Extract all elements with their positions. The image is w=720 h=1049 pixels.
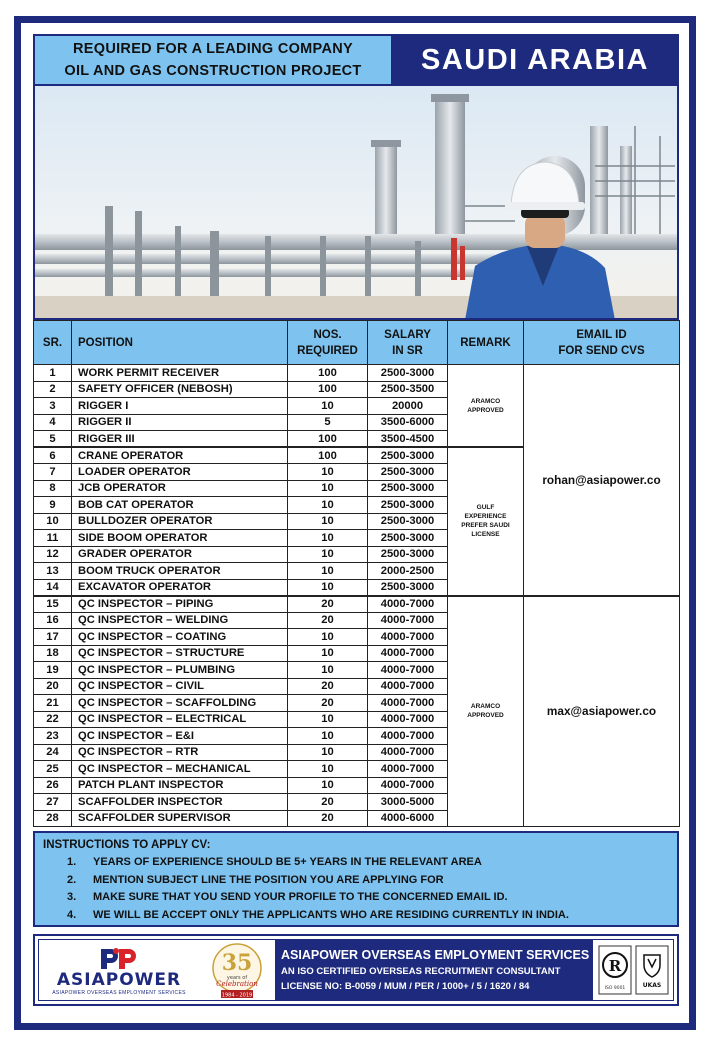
row-position: QC INSPECTOR – RTR [72, 744, 288, 761]
row-position: QC INSPECTOR – PIPING [72, 596, 288, 613]
col-email-line1: EMAIL ID [576, 328, 627, 341]
logo-wordmark: ASIAPOWER [56, 969, 182, 990]
row-salary: 2500-3000 [368, 464, 448, 481]
row-salary: 2000-2500 [368, 563, 448, 580]
instruction-text: YEARS OF EXPERIENCE SHOULD BE 5+ YEARS IN THE RELEVANT AREA [93, 856, 482, 868]
row-nos: 20 [288, 695, 368, 712]
row-sr: 22 [34, 711, 72, 728]
row-salary: 4000-7000 [368, 629, 448, 646]
row-nos: 10 [288, 464, 368, 481]
row-nos: 10 [288, 480, 368, 497]
row-salary: 2500-3000 [368, 579, 448, 596]
row-nos: 10 [288, 497, 368, 514]
row-salary: 3000-5000 [368, 794, 448, 811]
remark-line: LICENSE [471, 531, 500, 539]
row-nos: 100 [288, 431, 368, 448]
row-nos: 10 [288, 563, 368, 580]
row-sr: 5 [34, 431, 72, 448]
row-salary: 2500-3000 [368, 480, 448, 497]
anniversary-seal [199, 940, 275, 1000]
row-nos: 10 [288, 398, 368, 415]
refinery-photo [33, 86, 679, 320]
instruction-number: 3. [67, 891, 77, 903]
row-position: BOOM TRUCK OPERATOR [72, 563, 288, 580]
row-nos: 20 [288, 794, 368, 811]
company-tagline: AN ISO CERTIFIED OVERSEAS RECRUITMENT CONSULTANT [281, 965, 561, 977]
row-sr: 16 [34, 612, 72, 629]
row-position: QC INSPECTOR – CIVIL [72, 678, 288, 695]
row-sr: 26 [34, 777, 72, 794]
instruction-item [67, 872, 669, 890]
refinery-illustration [35, 86, 679, 320]
row-sr: 25 [34, 761, 72, 778]
row-email[interactable]: rohan@asiapower.co [524, 365, 680, 596]
row-nos: 100 [288, 447, 368, 464]
row-sr: 14 [34, 579, 72, 596]
row-position: LOADER OPERATOR [72, 464, 288, 481]
table-row [34, 365, 680, 382]
row-sr: 21 [34, 695, 72, 712]
instruction-item [67, 889, 669, 907]
col-nos-line2: REQUIRED [297, 344, 358, 357]
row-nos: 10 [288, 744, 368, 761]
row-salary: 4000-7000 [368, 728, 448, 745]
row-sr: 4 [34, 414, 72, 431]
ukas-cert-icon [635, 945, 669, 995]
row-nos: 100 [288, 365, 368, 382]
row-salary: 4000-6000 [368, 810, 448, 827]
col-salary [368, 321, 448, 365]
row-remark [448, 447, 524, 596]
row-sr: 24 [34, 744, 72, 761]
row-nos: 10 [288, 711, 368, 728]
row-sr: 7 [34, 464, 72, 481]
row-position: QC INSPECTOR – E&I [72, 728, 288, 745]
row-position: GRADER OPERATOR [72, 546, 288, 563]
vacancy-table [33, 320, 680, 827]
row-remark [448, 596, 524, 827]
row-position: JCB OPERATOR [72, 480, 288, 497]
iso-cert-label: ISO 9001 [604, 986, 625, 991]
instruction-item [67, 907, 669, 925]
row-salary: 4000-7000 [368, 777, 448, 794]
row-sr: 15 [34, 596, 72, 613]
col-nos-line1: NOS. [313, 328, 342, 341]
instruction-text: WE WILL BE ACCEPT ONLY THE APPLICANTS WHO ARE RESIDING CURRENTLY IN INDIA. [93, 908, 569, 921]
row-sr: 2 [34, 381, 72, 398]
row-nos: 10 [288, 530, 368, 547]
header-line-1: REQUIRED FOR A LEADING COMPANY [73, 41, 353, 57]
row-salary: 4000-7000 [368, 662, 448, 679]
header-banner [33, 34, 679, 86]
row-nos: 20 [288, 596, 368, 613]
col-sr: SR. [34, 321, 72, 365]
row-salary: 2500-3000 [368, 546, 448, 563]
row-position: RIGGER II [72, 414, 288, 431]
instructions-list [43, 854, 669, 924]
instructions-title: INSTRUCTIONS TO APPLY CV: [43, 839, 211, 851]
row-position: BULLDOZER OPERATOR [72, 513, 288, 530]
instruction-number: 4. [67, 908, 77, 921]
row-salary: 2500-3000 [368, 530, 448, 547]
row-sr: 11 [34, 530, 72, 547]
row-salary: 20000 [368, 398, 448, 415]
remark-line: ARAMCO [470, 703, 501, 711]
poster-content [33, 34, 679, 1030]
instructions-box [33, 831, 679, 927]
row-salary: 4000-7000 [368, 761, 448, 778]
row-sr: 23 [34, 728, 72, 745]
row-sr: 20 [34, 678, 72, 695]
row-position: SCAFFOLDER INSPECTOR [72, 794, 288, 811]
row-nos: 10 [288, 579, 368, 596]
asiapower-logo-icon [97, 945, 141, 971]
certification-marks [593, 940, 673, 1000]
row-position: CRANE OPERATOR [72, 447, 288, 464]
row-sr: 12 [34, 546, 72, 563]
row-position: SCAFFOLDER SUPERVISOR [72, 810, 288, 827]
row-nos: 20 [288, 810, 368, 827]
row-sr: 1 [34, 365, 72, 382]
col-salary-line2: IN SR [392, 344, 423, 357]
row-salary: 4000-7000 [368, 695, 448, 712]
instruction-text: MAKE SURE THAT YOU SEND YOUR PROFILE TO THE CONCERNED EMAIL ID. [93, 891, 508, 903]
row-nos: 10 [288, 645, 368, 662]
anniversary-number: 35 [221, 950, 253, 976]
row-remark [448, 365, 524, 448]
anniversary-years: years of [226, 975, 248, 981]
row-salary: 4000-7000 [368, 678, 448, 695]
logo-subtitle: ASIAPOWER OVERSEAS EMPLOYMENT SERVICES [52, 989, 186, 996]
row-nos: 10 [288, 629, 368, 646]
row-nos: 10 [288, 728, 368, 745]
row-position: QC INSPECTOR – MECHANICAL [72, 761, 288, 778]
iso-cert-icon [598, 945, 632, 995]
company-info [275, 940, 593, 1000]
row-salary: 2500-3000 [368, 513, 448, 530]
remark-line: PREFER SAUDI [461, 522, 510, 530]
row-salary: 2500-3500 [368, 381, 448, 398]
row-position: QC INSPECTOR – PLUMBING [72, 662, 288, 679]
header-country [393, 36, 677, 84]
country-title: SAUDI ARABIA [421, 43, 649, 76]
vacancy-rows [34, 365, 680, 827]
footer-banner [33, 934, 679, 1006]
company-name: ASIAPOWER OVERSEAS EMPLOYMENT SERVICES [281, 947, 590, 962]
col-email [524, 321, 680, 365]
col-email-line2: FOR SEND CVS [558, 344, 645, 357]
instruction-number: 2. [67, 873, 77, 886]
anniversary-badge [205, 940, 269, 1000]
row-nos: 100 [288, 381, 368, 398]
ukas-cert-label: UKAS [642, 982, 661, 989]
row-position: RIGGER III [72, 431, 288, 448]
row-sr: 18 [34, 645, 72, 662]
header-requirement [35, 36, 393, 84]
row-salary: 2500-3000 [368, 447, 448, 464]
row-position: QC INSPECTOR – ELECTRICAL [72, 711, 288, 728]
row-salary: 3500-6000 [368, 414, 448, 431]
instruction-text: MENTION SUBJECT LINE THE POSITION YOU ARE APPLYING FOR [93, 873, 444, 886]
table-header-row [34, 321, 680, 365]
row-salary: 4000-7000 [368, 645, 448, 662]
remark-line: GULF [476, 504, 495, 512]
row-sr: 8 [34, 480, 72, 497]
remark-line: EXPERIENCE [464, 513, 507, 521]
col-salary-line1: SALARY [384, 328, 431, 341]
company-license: LICENSE NO: B-0059 / MUM / PER / 1000+ / 5 / 1620 / 84 [281, 980, 530, 992]
row-sr: 9 [34, 497, 72, 514]
row-position: QC INSPECTOR – WELDING [72, 612, 288, 629]
row-sr: 13 [34, 563, 72, 580]
row-sr: 27 [34, 794, 72, 811]
row-position: BOB CAT OPERATOR [72, 497, 288, 514]
row-position: WORK PERMIT RECEIVER [72, 365, 288, 382]
row-position: EXCAVATOR OPERATOR [72, 579, 288, 596]
row-position: QC INSPECTOR – SCAFFOLDING [72, 695, 288, 712]
remark-line: ARAMCO [470, 397, 501, 405]
row-position: PATCH PLANT INSPECTOR [72, 777, 288, 794]
col-remark: REMARK [448, 321, 524, 365]
row-sr: 28 [34, 810, 72, 827]
asiapower-logo [39, 940, 199, 1000]
row-email[interactable]: max@asiapower.co [524, 596, 680, 827]
row-salary: 2500-3000 [368, 365, 448, 382]
table-row [34, 596, 680, 613]
row-nos: 20 [288, 678, 368, 695]
remark-line: APPROVED [467, 712, 504, 720]
row-salary: 4000-7000 [368, 596, 448, 613]
row-sr: 19 [34, 662, 72, 679]
remark-line: APPROVED [467, 406, 504, 414]
instruction-number: 1. [67, 856, 77, 868]
row-position: SIDE BOOM OPERATOR [72, 530, 288, 547]
row-sr: 6 [34, 447, 72, 464]
row-nos: 10 [288, 662, 368, 679]
row-salary: 3500-4500 [368, 431, 448, 448]
row-position: RIGGER I [72, 398, 288, 415]
row-nos: 5 [288, 414, 368, 431]
row-position: QC INSPECTOR – COATING [72, 629, 288, 646]
row-nos: 10 [288, 546, 368, 563]
row-nos: 10 [288, 777, 368, 794]
svg-text:R: R [608, 957, 621, 975]
row-sr: 17 [34, 629, 72, 646]
row-nos: 20 [288, 612, 368, 629]
anniversary-word: Celebration [216, 980, 258, 988]
col-nos [288, 321, 368, 365]
anniversary-range: 1984 - 2019 [221, 992, 253, 999]
instruction-item [67, 854, 669, 872]
row-sr: 10 [34, 513, 72, 530]
row-position: SAFETY OFFICER (NEBOSH) [72, 381, 288, 398]
row-salary: 4000-7000 [368, 744, 448, 761]
row-nos: 10 [288, 761, 368, 778]
row-salary: 2500-3000 [368, 497, 448, 514]
row-sr: 3 [34, 398, 72, 415]
row-salary: 4000-7000 [368, 711, 448, 728]
row-nos: 10 [288, 513, 368, 530]
col-position: POSITION [72, 321, 288, 365]
header-line-2: OIL AND GAS CONSTRUCTION PROJECT [64, 63, 362, 79]
row-position: QC INSPECTOR – STRUCTURE [72, 645, 288, 662]
row-salary: 4000-7000 [368, 612, 448, 629]
